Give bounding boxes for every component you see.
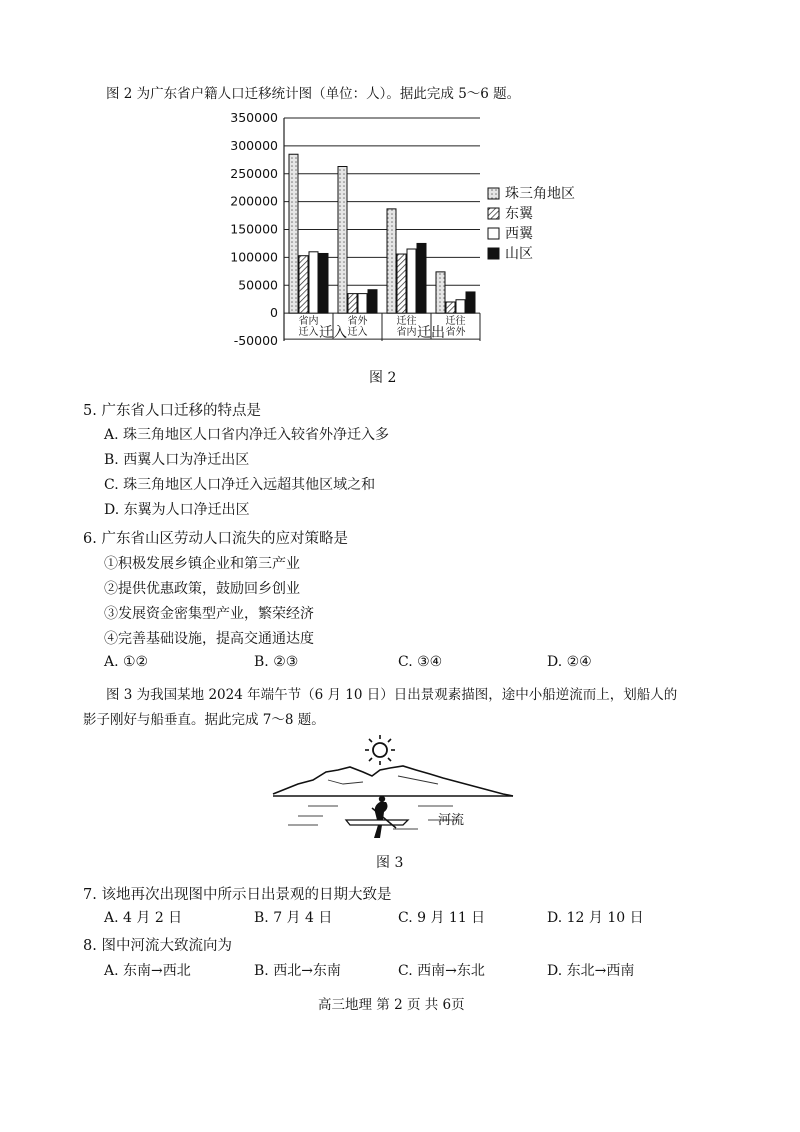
category-label: 省内 xyxy=(298,316,319,328)
y-tick-label: 300000 xyxy=(230,137,278,153)
category-label: 迁入 xyxy=(298,327,319,339)
legend-swatch xyxy=(488,208,499,219)
bar-珠三角地区-迁往省内 xyxy=(387,209,396,313)
question-5-option-b[interactable]: B. 西翼人口为净迁出区 xyxy=(104,452,250,468)
bar-西翼-省外迁入 xyxy=(358,294,367,314)
bar-珠三角地区-省内迁入 xyxy=(289,154,298,313)
bar-山区-省外迁入 xyxy=(368,290,377,313)
bar-山区-省内迁入 xyxy=(319,253,328,313)
question-7-stem: 7. 该地再次出现图中所示日出景观的日期大致是 xyxy=(83,887,392,903)
intro-text-fig3-line2: 影子刚好与船垂直。据此完成 7～8 题。 xyxy=(83,712,325,728)
legend-label: 山区 xyxy=(505,246,533,262)
question-7-option-b[interactable]: B. 7 月 4 日 xyxy=(254,910,333,926)
category-label: 省内 xyxy=(396,327,417,339)
y-tick-label: 350000 xyxy=(230,110,278,125)
question-7-option-d[interactable]: D. 12 月 10 日 xyxy=(547,910,644,926)
question-8-option-d[interactable]: D. 东北→西南 xyxy=(547,963,635,979)
category-label: 省外 xyxy=(445,327,466,339)
bar-珠三角地区-迁往省外 xyxy=(436,272,445,313)
legend-label: 东翼 xyxy=(505,206,533,222)
legend-swatch xyxy=(488,188,499,199)
question-6-option-b[interactable]: B. ②③ xyxy=(254,654,299,670)
bar-西翼-迁往省内 xyxy=(407,249,416,313)
question-8-options xyxy=(0,960,800,980)
bar-东翼-迁往省内 xyxy=(397,254,406,313)
bar-西翼-省内迁入 xyxy=(309,252,318,313)
legend-swatch xyxy=(488,248,499,259)
legend-label: 西翼 xyxy=(505,226,533,242)
question-8-stem: 8. 图中河流大致流向为 xyxy=(83,938,232,954)
question-7-option-a[interactable]: A. 4 月 2 日 xyxy=(104,910,183,926)
question-7-options xyxy=(0,907,800,927)
question-8-option-a[interactable]: A. 东南→西北 xyxy=(104,963,191,979)
y-tick-label: 100000 xyxy=(230,249,278,265)
question-5-option-c[interactable]: C. 珠三角地区人口净迁入远超其他区域之和 xyxy=(104,477,376,493)
category-label: 省外 xyxy=(347,316,368,328)
y-tick-label: 50000 xyxy=(238,277,278,293)
sunrise-sketch xyxy=(268,732,518,842)
y-tick-label: 0 xyxy=(270,305,278,321)
question-8-option-c[interactable]: C. 西南→东北 xyxy=(398,963,485,979)
mountain-ridge xyxy=(273,766,513,796)
group-label: 迁入 xyxy=(319,325,347,341)
question-6-item-1: ①积极发展乡镇企业和第三产业 xyxy=(104,556,300,572)
question-6-item-3: ③发展资金密集型产业，繁荣经济 xyxy=(104,606,314,622)
question-6-stem: 6. 广东省山区劳动人口流失的应对策略是 xyxy=(83,531,348,547)
question-8-option-b[interactable]: B. 西北→东南 xyxy=(254,963,341,979)
category-label: 迁往 xyxy=(445,316,466,328)
question-5-option-d[interactable]: D. 东翼为人口净迁出区 xyxy=(104,502,250,518)
figure-3-caption: 图 3 xyxy=(376,855,404,871)
bar-山区-迁往省内 xyxy=(417,243,426,313)
figure-2-caption: 图 2 xyxy=(369,370,397,386)
y-tick-label: 250000 xyxy=(230,165,278,181)
bar-东翼-省内迁入 xyxy=(299,256,308,313)
group-label: 迁出 xyxy=(417,325,445,341)
bar-东翼-省外迁入 xyxy=(348,294,357,314)
question-6-item-2: ②提供优惠政策，鼓励回乡创业 xyxy=(104,581,300,597)
y-tick-label: -50000 xyxy=(233,333,278,348)
sun-icon xyxy=(365,735,395,765)
category-label: 迁往 xyxy=(396,316,417,328)
intro-text-fig2: 图 2 为广东省户籍人口迁移统计图（单位：人）。据此完成 5～6 题。 xyxy=(106,86,521,102)
y-tick-label: 150000 xyxy=(230,221,278,237)
legend-swatch xyxy=(488,228,499,239)
bar-西翼-迁往省外 xyxy=(456,300,465,313)
category-label: 迁入 xyxy=(347,327,368,339)
question-6-options xyxy=(0,654,800,674)
legend-label: 珠三角地区 xyxy=(505,186,575,202)
question-6-option-a[interactable]: A. ①② xyxy=(104,654,149,670)
question-6-item-4: ④完善基础设施，提高交通通达度 xyxy=(104,631,314,647)
bar-山区-迁往省外 xyxy=(466,292,475,313)
question-5-option-a[interactable]: A. 珠三角地区人口省内净迁入较省外净迁入多 xyxy=(104,427,390,443)
y-tick-label: 200000 xyxy=(230,193,278,209)
bar-东翼-迁往省外 xyxy=(446,302,455,313)
question-7-option-c[interactable]: C. 9 月 11 日 xyxy=(398,910,486,926)
question-5-stem: 5. 广东省人口迁移的特点是 xyxy=(83,403,261,419)
question-6-option-c[interactable]: C. ③④ xyxy=(398,654,443,670)
page-footer: 高三地理 第 2 页 共 6页 xyxy=(318,997,465,1013)
bar-珠三角地区-省外迁入 xyxy=(338,167,347,314)
river-label: 河流 xyxy=(438,813,465,828)
migration-bar-chart xyxy=(222,108,612,358)
question-6-option-d[interactable]: D. ②④ xyxy=(547,654,592,670)
rowing-boat-figure xyxy=(346,796,408,838)
intro-text-fig3-line1: 图 3 为我国某地 2024 年端午节（6 月 10 日）日出景观素描图，途中小船逆流而上，划船人的 xyxy=(106,687,678,703)
